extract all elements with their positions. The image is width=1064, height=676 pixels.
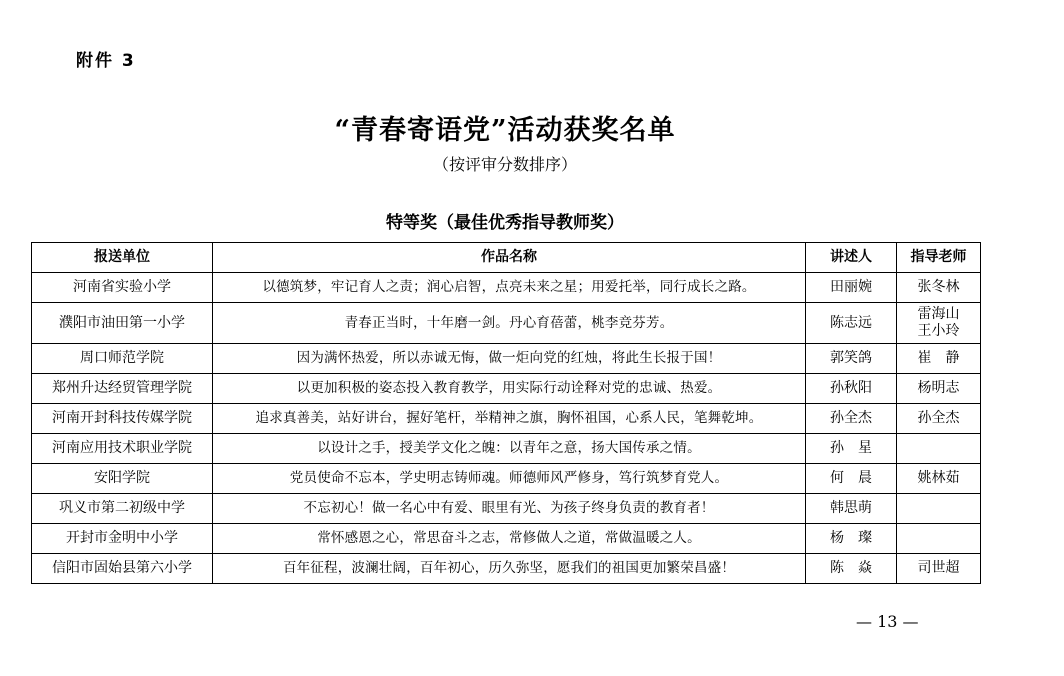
cell-narrator: 陈 焱 (806, 554, 897, 584)
table-row (32, 494, 981, 524)
cell-advisor (897, 344, 981, 374)
cell-advisor (897, 434, 981, 464)
table-row (32, 434, 981, 464)
table-row (32, 524, 981, 554)
advisor-name: 司世超 (917, 560, 960, 576)
table-row (32, 374, 981, 404)
cell-advisor (897, 494, 981, 524)
advisor-name: 姚林茹 (917, 470, 960, 486)
cell-work: 青春正当时，十年磨一剑。丹心育蓓蕾，桃李竞芬芳。 (213, 303, 806, 344)
table-body (32, 273, 981, 584)
cell-advisor (897, 554, 981, 584)
document-title: “青春寄语党”活动获奖名单 (334, 115, 676, 146)
cell-narrator: 孙全杰 (806, 404, 897, 434)
cell-work: 以更加积极的姿态投入教育教学，用实际行动诠释对党的忠诚、热爱。 (213, 374, 806, 404)
header-unit: 报送单位 (32, 243, 213, 273)
table-row (32, 404, 981, 434)
cell-work: 因为满怀热爱，所以赤诚无悔，做一炬向党的红烛，将此生长报于国！ (213, 344, 806, 374)
cell-narrator: 孙 星 (806, 434, 897, 464)
cell-work: 百年征程，波澜壮阔，百年初心，历久弥坚，愿我们的祖国更加繁荣昌盛！ (213, 554, 806, 584)
cell-advisor (897, 303, 981, 344)
cell-advisor (897, 524, 981, 554)
table-row (32, 303, 981, 344)
cell-unit: 巩义市第二初级中学 (32, 494, 213, 524)
advisor-name: 杨明志 (917, 380, 960, 396)
cell-narrator: 何 晨 (806, 464, 897, 494)
cell-work: 追求真善美，站好讲台，握好笔杆，举精神之旗，胸怀祖国，心系人民，笔舞乾坤。 (213, 404, 806, 434)
cell-narrator: 孙秋阳 (806, 374, 897, 404)
attachment-label: 附件 3 (76, 51, 136, 71)
section-title: 特等奖（最佳优秀指导教师奖） (386, 213, 624, 233)
cell-advisor (897, 374, 981, 404)
cell-unit: 周口师范学院 (32, 344, 213, 374)
cell-narrator: 郭笑鸽 (806, 344, 897, 374)
cell-work: 以设计之手，授美学文化之魄：以青年之意，扬大国传承之情。 (213, 434, 806, 464)
advisor-name: 雷海山 (917, 306, 960, 322)
cell-narrator: 杨 璨 (806, 524, 897, 554)
header-advisor: 指导老师 (897, 243, 981, 273)
cell-narrator: 韩思萌 (806, 494, 897, 524)
cell-unit: 濮阳市油田第一小学 (32, 303, 213, 344)
cell-narrator: 陈志远 (806, 303, 897, 344)
cell-advisor (897, 273, 981, 303)
document-subtitle: （按评审分数排序） (432, 155, 577, 174)
header-work: 作品名称 (213, 243, 806, 273)
cell-unit: 河南省实验小学 (32, 273, 213, 303)
cell-unit: 信阳市固始县第六小学 (32, 554, 213, 584)
advisor-name: 孙全杰 (917, 410, 960, 426)
cell-advisor (897, 464, 981, 494)
table-row (32, 464, 981, 494)
cell-work: 常怀感恩之心，常思奋斗之志，常修做人之道，常做温暖之人。 (213, 524, 806, 554)
table-row (32, 344, 981, 374)
cell-work: 党员使命不忘本，学史明志铸师魂。师德师风严修身，笃行筑梦育党人。 (213, 464, 806, 494)
advisor-name: 张冬林 (917, 279, 960, 295)
table-row (32, 273, 981, 303)
cell-unit: 郑州升达经贸管理学院 (32, 374, 213, 404)
cell-unit: 河南开封科技传媒学院 (32, 404, 213, 434)
advisor-name: 王小玲 (917, 323, 960, 339)
cell-work: 不忘初心！做一名心中有爱、眼里有光、为孩子终身负责的教育者！ (213, 494, 806, 524)
header-narrator: 讲述人 (806, 243, 897, 273)
advisor-name: 崔 静 (917, 350, 960, 366)
table-header-row (32, 243, 981, 273)
table-row (32, 554, 981, 584)
cell-advisor (897, 404, 981, 434)
awards-table (31, 242, 981, 584)
cell-narrator: 田丽婉 (806, 273, 897, 303)
cell-unit: 开封市金明中小学 (32, 524, 213, 554)
cell-unit: 安阳学院 (32, 464, 213, 494)
cell-work: 以德筑梦，牢记育人之责；润心启智，点亮未来之星；用爱托举，同行成长之路。 (213, 273, 806, 303)
cell-unit: 河南应用技术职业学院 (32, 434, 213, 464)
page-number: — 13 — (856, 612, 919, 631)
